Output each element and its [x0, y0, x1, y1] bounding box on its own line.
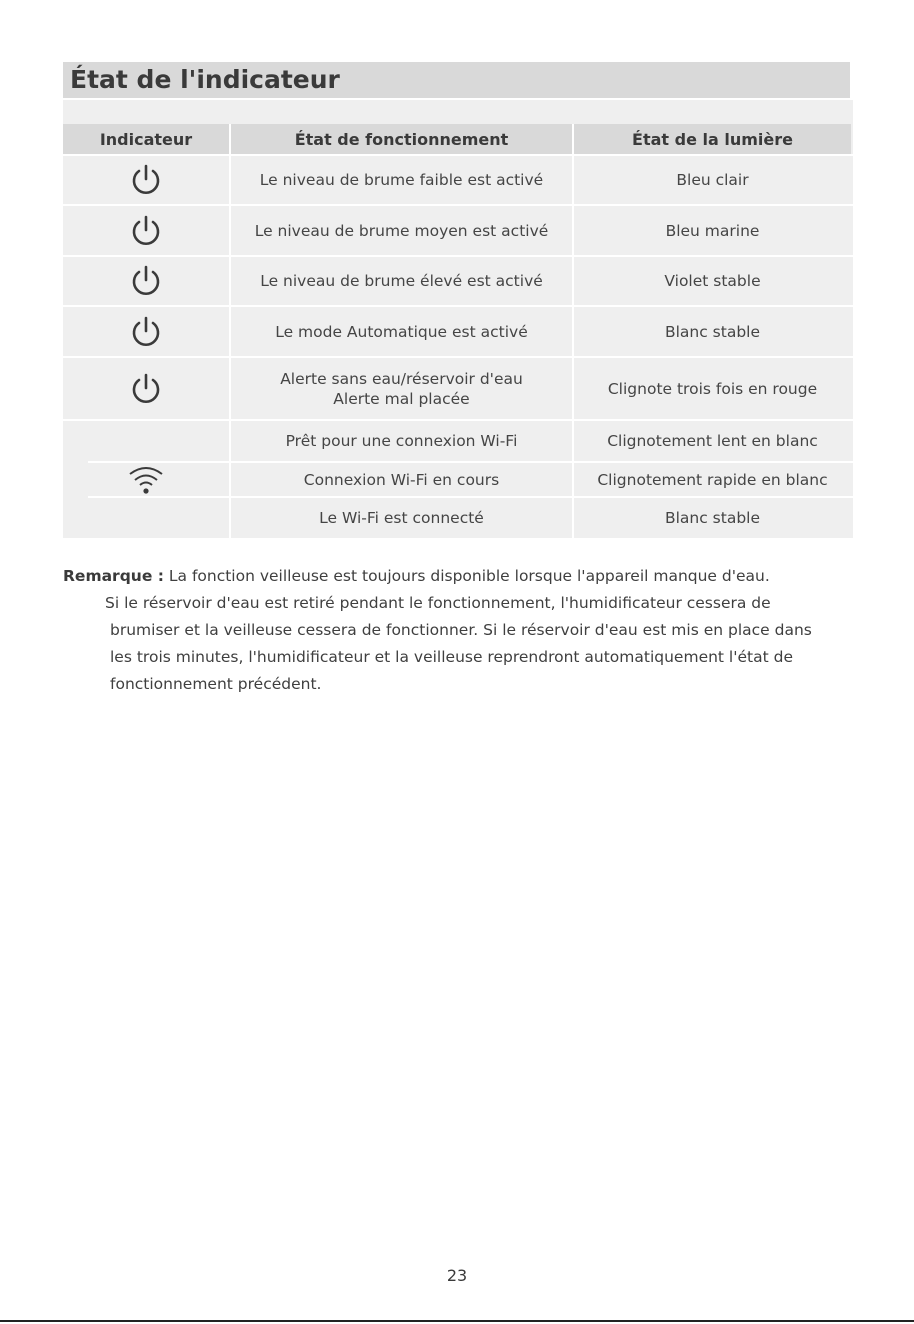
state-line: Alerte sans eau/réservoir d'eau	[280, 369, 523, 388]
power-icon	[63, 358, 229, 419]
note-line: brumiser et la veilleuse cessera de fonctionner. Si le réservoir d'eau est mis en place dans	[110, 621, 812, 639]
note-line: Si le réservoir d'eau est retiré pendant le fonctionnement, l'humidificateur cessera de	[105, 594, 771, 612]
table-cell-state: Le niveau de brume moyen est activé	[254, 221, 549, 240]
table-cell-state: Prêt pour une connexion Wi-Fi	[285, 432, 518, 450]
table-cell-state: Connexion Wi-Fi en cours	[303, 470, 500, 489]
power-icon	[63, 206, 229, 255]
power-icon	[63, 156, 229, 204]
wifi-icon	[63, 421, 229, 538]
note-label: Remarque :	[63, 567, 164, 585]
table-cell-light: Clignotement lent en blanc	[607, 432, 818, 450]
header-light-state: État de la lumière	[574, 124, 851, 154]
table-cell-light: Clignote trois fois en rouge	[607, 379, 818, 398]
table-cell-state: Le Wi-Fi est connecté	[319, 509, 484, 527]
note-line: les trois minutes, l'humidificateur et la veilleuse reprendront automatiquement l'état de	[110, 648, 793, 666]
header-operating-state: État de fonctionnement	[231, 124, 572, 154]
page-number: 23	[446, 1266, 468, 1285]
header-indicator: Indicateur	[63, 124, 229, 154]
note-line: fonctionnement précédent.	[110, 675, 322, 693]
state-line: Alerte mal placée	[333, 389, 470, 408]
table-cell-light: Blanc stable	[664, 509, 761, 527]
note-line	[63, 563, 863, 590]
note-text: La fonction veilleuse est toujours disponible lorsque l'appareil manque d'eau.	[163, 567, 770, 585]
section-title-bar	[63, 62, 850, 98]
bottom-rule	[0, 1320, 914, 1322]
table-cell-light: Blanc stable	[664, 322, 761, 341]
table-cell-state: Le niveau de brume faible est activé	[259, 171, 544, 189]
power-icon	[63, 257, 229, 305]
note-block	[63, 563, 863, 698]
table-cell-state: Le mode Automatique est activé	[275, 322, 528, 341]
table-cell-state: Le niveau de brume élevé est activé	[260, 272, 543, 290]
table-cell-light: Clignotement rapide en blanc	[597, 470, 828, 489]
power-icon	[63, 307, 229, 356]
section-title: État de l'indicateur	[70, 65, 340, 94]
table-cell-light: Bleu marine	[665, 221, 760, 240]
table-cell-light: Bleu clair	[676, 171, 749, 189]
table-cell-light: Violet stable	[664, 272, 761, 290]
table-cell-state	[231, 358, 572, 419]
